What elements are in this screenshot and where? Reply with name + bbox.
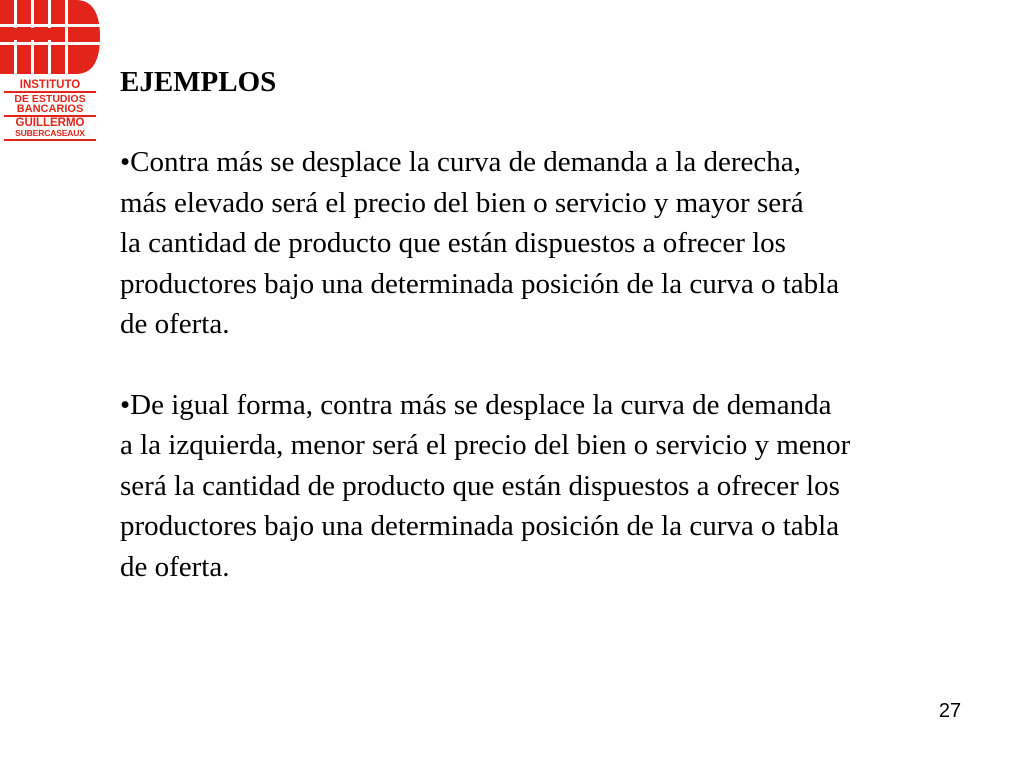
institute-logo: [0, 0, 100, 150]
slide-title: EJEMPLOS: [120, 66, 277, 98]
logo-line-5: SUBERCASEAUX: [15, 128, 85, 138]
page-number: 27: [938, 700, 962, 722]
slide-content: [120, 62, 1000, 587]
institute-logo-mark: [0, 0, 100, 78]
institute-logo-text: [2, 80, 98, 142]
logo-line-1: INSTITUTO: [19, 79, 81, 91]
paragraph-left-shift: •De igual forma, contra más se desplace la curva de demanda a la izquierda, menor será el precio del bien o servicio y menor será la cantidad de producto que están dispuestos a ofrecer los productores bajo una determinada posición de la curva o tabla de oferta.: [120, 388, 851, 583]
logo-divider: [4, 139, 96, 141]
paragraph-right-shift: •Contra más se desplace la curva de demanda a la derecha, más elevado será el precio del bien o servicio y mayor será la cantidad de producto que están dispuestos a ofrecer los productores bajo una determinada posición de la curva o tabla de oferta.: [120, 146, 840, 340]
logo-line-2: DE ESTUDIOS: [14, 93, 86, 105]
logo-line-3: BANCARIOS: [16, 103, 84, 115]
logo-line-4: GUILLERMO: [15, 117, 85, 129]
